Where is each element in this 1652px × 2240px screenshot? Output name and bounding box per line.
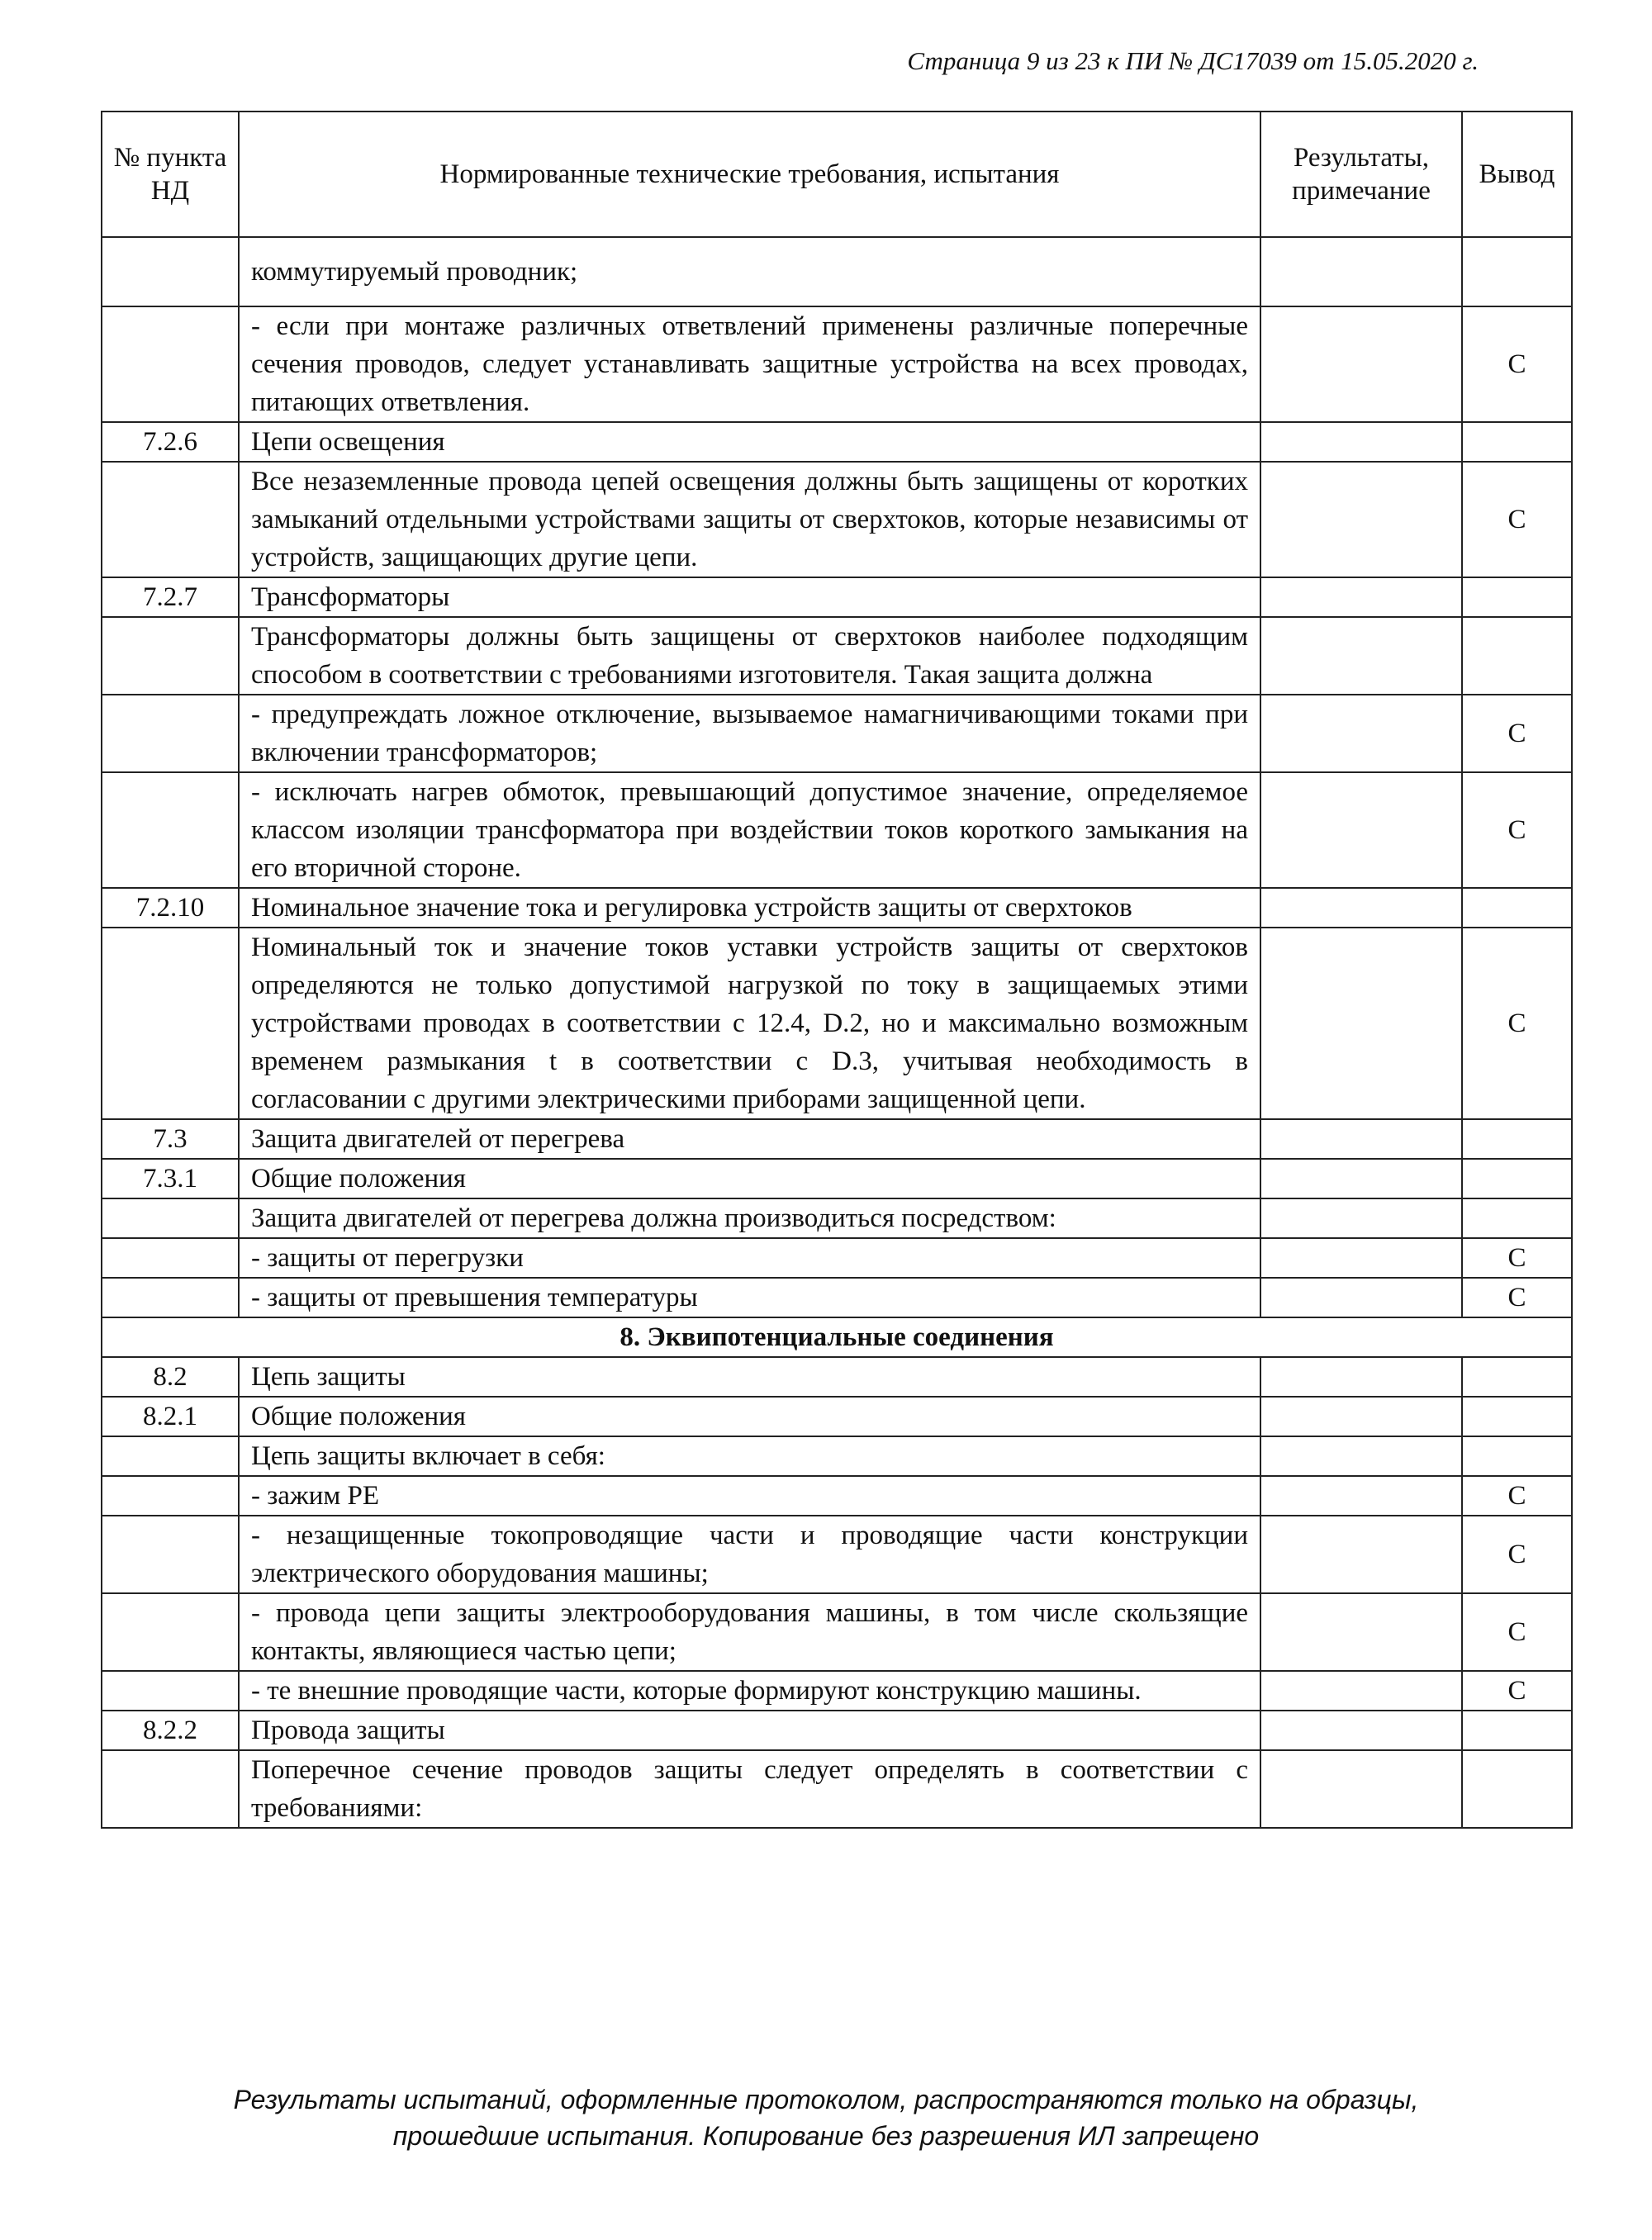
table-row xyxy=(102,888,1572,928)
table-row xyxy=(102,1671,1572,1711)
row-result xyxy=(1260,1278,1462,1317)
row-num: 8.2.2 xyxy=(102,1711,239,1750)
table-row xyxy=(102,1593,1572,1671)
row-verdict: С xyxy=(1462,1238,1572,1278)
row-result xyxy=(1260,1159,1462,1198)
table-row xyxy=(102,695,1572,772)
row-verdict: С xyxy=(1462,1516,1572,1593)
table-row xyxy=(102,1436,1572,1476)
row-result xyxy=(1260,1476,1462,1516)
col-header-results: Результаты, примечание xyxy=(1260,112,1462,237)
table-row xyxy=(102,462,1572,577)
row-verdict xyxy=(1462,237,1572,306)
row-result xyxy=(1260,1750,1462,1828)
row-text: - провода цепи защиты электрооборудования машины, в том числе скользящие контакты, являющиеся частью цепи; xyxy=(239,1593,1260,1671)
row-num xyxy=(102,1516,239,1593)
row-verdict xyxy=(1462,617,1572,695)
row-verdict xyxy=(1462,1711,1572,1750)
table-row xyxy=(102,928,1572,1119)
row-num xyxy=(102,306,239,422)
row-result xyxy=(1260,617,1462,695)
row-verdict xyxy=(1462,1397,1572,1436)
table-row xyxy=(102,237,1572,306)
row-result xyxy=(1260,1357,1462,1397)
row-result xyxy=(1260,1238,1462,1278)
row-verdict xyxy=(1462,577,1572,617)
row-result xyxy=(1260,237,1462,306)
row-result xyxy=(1260,1671,1462,1711)
table-header-row xyxy=(102,112,1572,237)
row-num: 7.3.1 xyxy=(102,1159,239,1198)
row-text: Поперечное сечение проводов защиты следует определять в соответствии с требованиями: xyxy=(239,1750,1260,1828)
row-text: - предупреждать ложное отключение, вызываемое намагничивающими токами при включении трансформаторов; xyxy=(239,695,1260,772)
row-text: коммутируемый проводник; xyxy=(239,237,1260,306)
row-text: Защита двигателей от перегрева должна производиться посредством: xyxy=(239,1198,1260,1238)
table-row xyxy=(102,1198,1572,1238)
footer-line-2: прошедшие испытания. Копирование без разрешения ИЛ запрещено xyxy=(392,2121,1260,2151)
col-header-num: № пункта НД xyxy=(102,112,239,237)
row-num xyxy=(102,928,239,1119)
row-verdict xyxy=(1462,1198,1572,1238)
row-num xyxy=(102,772,239,888)
row-num xyxy=(102,695,239,772)
row-result xyxy=(1260,1593,1462,1671)
row-verdict: С xyxy=(1462,695,1572,772)
row-num xyxy=(102,1671,239,1711)
table-row xyxy=(102,1278,1572,1317)
table-row xyxy=(102,306,1572,422)
footer-line-1: Результаты испытаний, оформленные протоколом, распространяются только на образцы, xyxy=(233,2085,1419,2114)
section-row xyxy=(102,1317,1572,1357)
row-result xyxy=(1260,1119,1462,1159)
table-row xyxy=(102,1476,1572,1516)
table-row xyxy=(102,1397,1572,1436)
row-num xyxy=(102,237,239,306)
row-verdict xyxy=(1462,422,1572,462)
row-text: Трансформаторы должны быть защищены от сверхтоков наиболее подходящим способом в соответствии с требованиями изготовителя. Такая защита должна xyxy=(239,617,1260,695)
row-verdict: С xyxy=(1462,1593,1572,1671)
table-row xyxy=(102,772,1572,888)
row-text: Цепи освещения xyxy=(239,422,1260,462)
row-text: Все незаземленные провода цепей освещения должны быть защищены от коротких замыканий отдельными устройствами защиты от сверхтоков, которые независимы от устройств, защищающих другие цепи. xyxy=(239,462,1260,577)
row-result xyxy=(1260,306,1462,422)
row-verdict xyxy=(1462,888,1572,928)
row-verdict: С xyxy=(1462,306,1572,422)
row-verdict xyxy=(1462,1436,1572,1476)
section-title: 8. Эквипотенциальные соединения xyxy=(102,1317,1572,1357)
row-verdict: С xyxy=(1462,462,1572,577)
row-text: Трансформаторы xyxy=(239,577,1260,617)
row-verdict: С xyxy=(1462,1671,1572,1711)
row-text: Общие положения xyxy=(239,1397,1260,1436)
row-result xyxy=(1260,1436,1462,1476)
row-text: - незащищенные токопроводящие части и проводящие части конструкции электрического оборудования машины; xyxy=(239,1516,1260,1593)
table-row xyxy=(102,1750,1572,1828)
row-num: 8.2.1 xyxy=(102,1397,239,1436)
row-num: 7.3 xyxy=(102,1119,239,1159)
row-text: Защита двигателей от перегрева xyxy=(239,1119,1260,1159)
requirements-table xyxy=(101,111,1573,1829)
row-num: 7.2.7 xyxy=(102,577,239,617)
table-row xyxy=(102,1159,1572,1198)
table-row xyxy=(102,422,1572,462)
row-verdict xyxy=(1462,1159,1572,1198)
table-row xyxy=(102,577,1572,617)
row-num xyxy=(102,462,239,577)
row-result xyxy=(1260,888,1462,928)
row-result xyxy=(1260,772,1462,888)
row-text: Номинальный ток и значение токов уставки устройств защиты от сверхтоков определяются не только допустимой нагрузкой по току в защищаемых этими устройствами проводах в соответствии с 12.4, D.2, но и максимально возможным временем размыкания t в соответствии с D.3, учитывая необходимость в согласовании с другими электрическими приборами защищенной цепи. xyxy=(239,928,1260,1119)
table-row xyxy=(102,617,1572,695)
row-text: Цепь защиты xyxy=(239,1357,1260,1397)
row-verdict xyxy=(1462,1357,1572,1397)
row-num xyxy=(102,1476,239,1516)
row-result xyxy=(1260,577,1462,617)
table-row xyxy=(102,1119,1572,1159)
col-header-verdict: Вывод xyxy=(1462,112,1572,237)
row-num: 7.2.6 xyxy=(102,422,239,462)
row-text: - защиты от перегрузки xyxy=(239,1238,1260,1278)
table-row xyxy=(102,1357,1572,1397)
row-verdict xyxy=(1462,1119,1572,1159)
row-text: - если при монтаже различных ответвлений применены различные поперечные сечения проводов, следует устанавливать защитные устройства на всех проводах, питающих ответвления. xyxy=(239,306,1260,422)
row-verdict: С xyxy=(1462,772,1572,888)
table-row xyxy=(102,1516,1572,1593)
row-verdict xyxy=(1462,1750,1572,1828)
row-result xyxy=(1260,928,1462,1119)
row-num xyxy=(102,1436,239,1476)
row-num xyxy=(102,1750,239,1828)
row-num xyxy=(102,1593,239,1671)
page-header: Страница 9 из 23 к ПИ № ДС17039 от 15.05.2020 г. xyxy=(907,46,1479,75)
row-text: - те внешние проводящие части, которые формируют конструкцию машины. xyxy=(239,1671,1260,1711)
col-header-requirements: Нормированные технические требования, испытания xyxy=(239,112,1260,237)
row-result xyxy=(1260,1397,1462,1436)
row-num xyxy=(102,1198,239,1238)
row-verdict: С xyxy=(1462,928,1572,1119)
row-text: - зажим PE xyxy=(239,1476,1260,1516)
row-result xyxy=(1260,1198,1462,1238)
row-text: Номинальное значение тока и регулировка устройств защиты от сверхтоков xyxy=(239,888,1260,928)
row-num: 7.2.10 xyxy=(102,888,239,928)
row-text: Общие положения xyxy=(239,1159,1260,1198)
row-num xyxy=(102,1238,239,1278)
row-result xyxy=(1260,462,1462,577)
row-result xyxy=(1260,1516,1462,1593)
row-text: - исключать нагрев обмоток, превышающий допустимое значение, определяемое классом изоляции трансформатора при воздействии токов короткого замыкания на его вторичной стороне. xyxy=(239,772,1260,888)
row-result xyxy=(1260,695,1462,772)
row-verdict: С xyxy=(1462,1278,1572,1317)
row-verdict: С xyxy=(1462,1476,1572,1516)
table-row xyxy=(102,1711,1572,1750)
row-text: - защиты от превышения температуры xyxy=(239,1278,1260,1317)
row-result xyxy=(1260,1711,1462,1750)
row-num xyxy=(102,617,239,695)
row-num xyxy=(102,1278,239,1317)
row-num: 8.2 xyxy=(102,1357,239,1397)
footer-disclaimer xyxy=(0,2081,1652,2154)
row-text: Провода защиты xyxy=(239,1711,1260,1750)
row-result xyxy=(1260,422,1462,462)
row-text: Цепь защиты включает в себя: xyxy=(239,1436,1260,1476)
table-row xyxy=(102,1238,1572,1278)
